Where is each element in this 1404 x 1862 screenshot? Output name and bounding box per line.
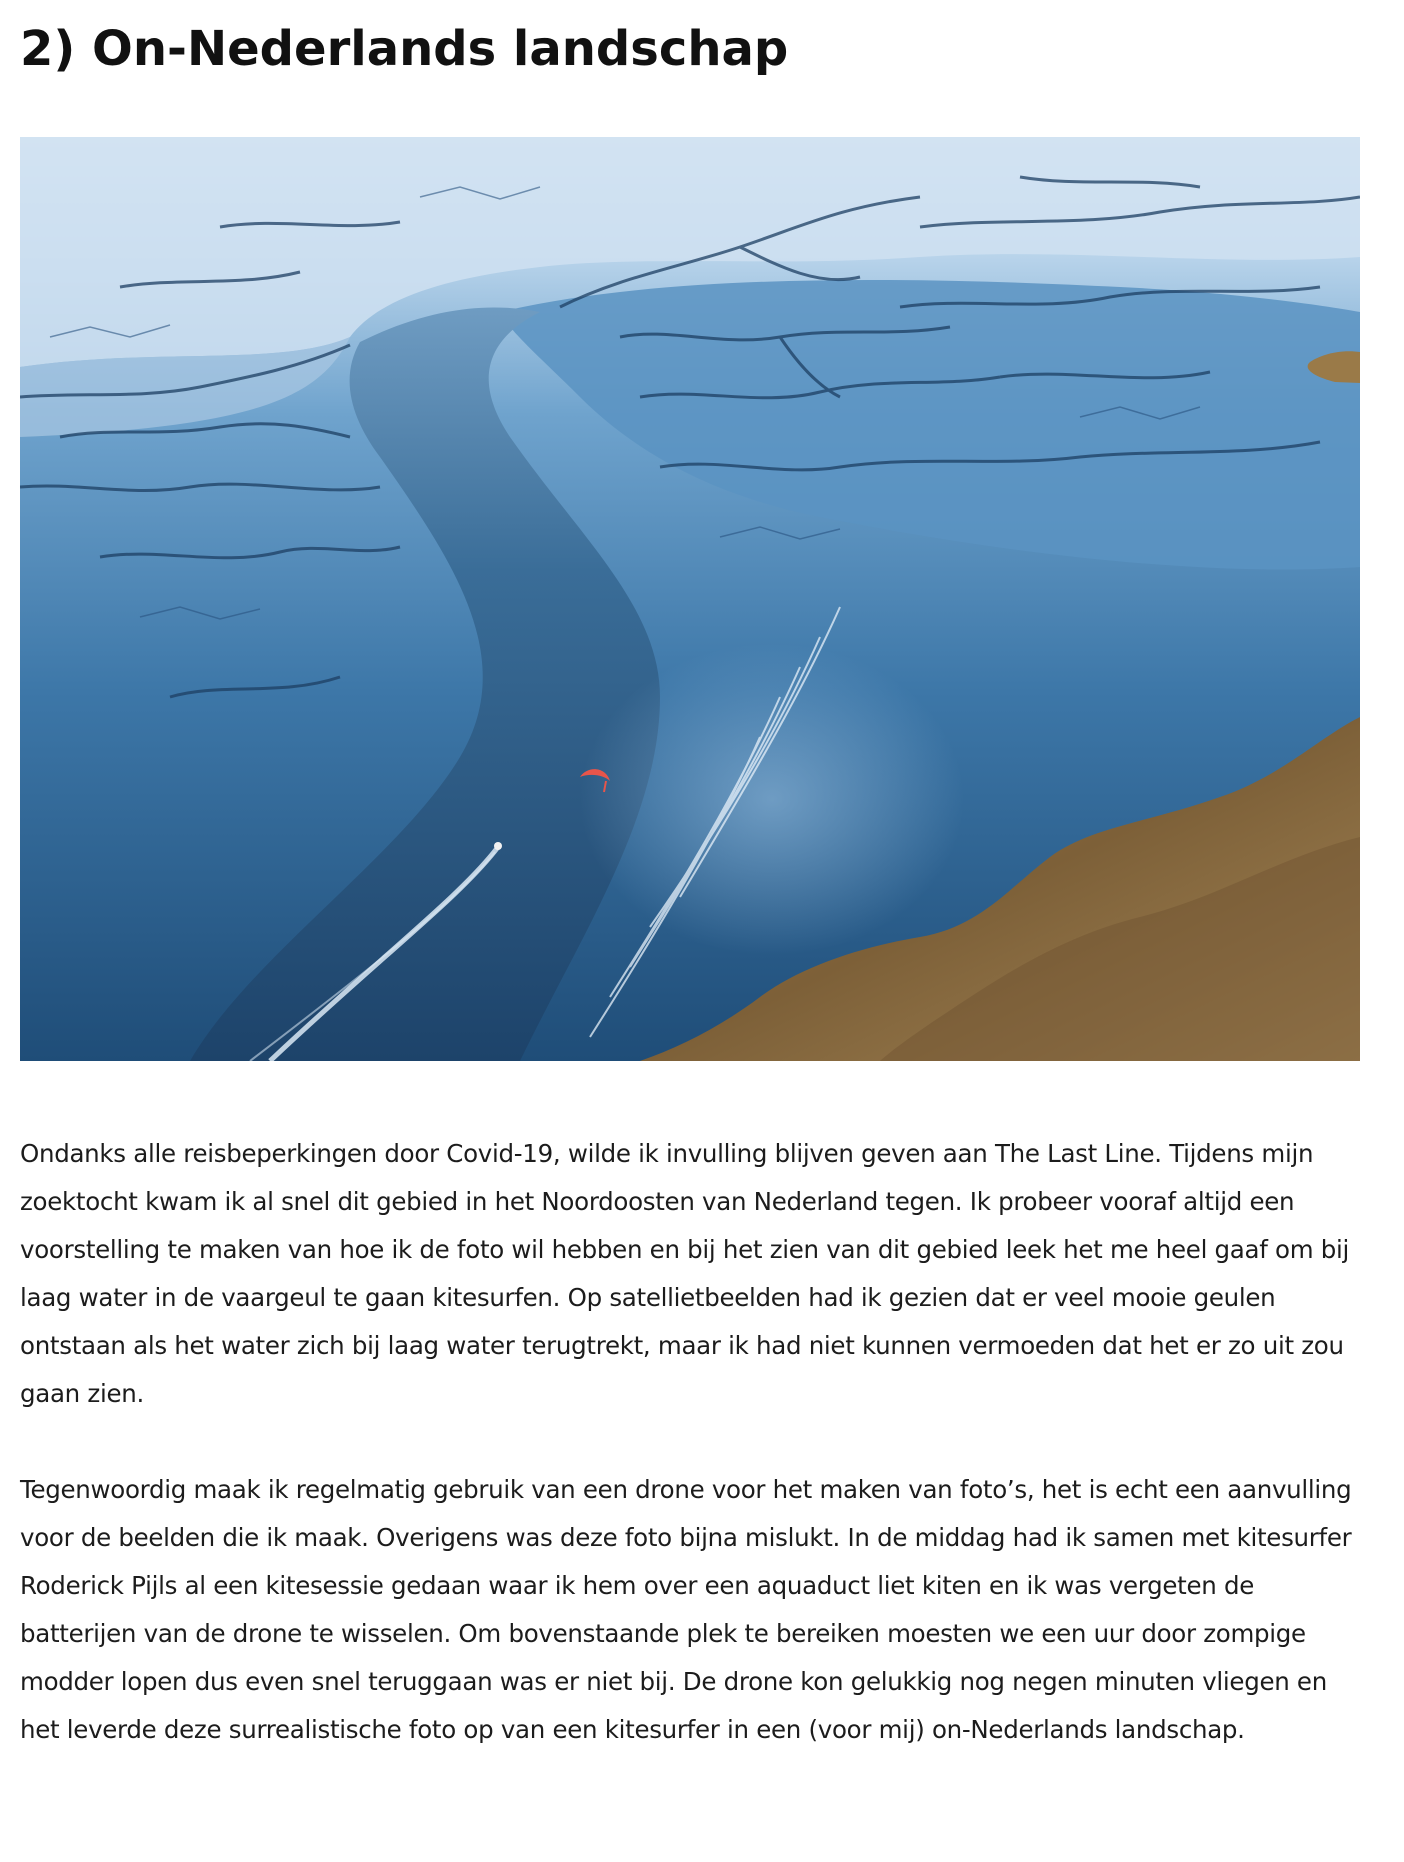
article-body [20,1130,1360,1802]
aerial-landscape-photo [20,137,1360,1061]
section-heading: 2) On-Nederlands landschap [20,21,789,77]
article-paragraph: Tegenwoordig maak ik regelmatig gebruik van een drone voor het maken van foto’s, het is echt een aanvulling voor de beelden die ik maak. Overigens was deze foto bijna mislukt. In de middag had ik samen met kitesurfer Roderick Pijls al een kitesessie gedaan waar ik hem over een aquaduct liet kiten en ik was vergeten de batterijen van de drone te wisselen. Om bovenstaande plek te bereiken moesten we een uur door zompige modder lopen dus even snel teruggaan was er niet bij. De drone kon gelukkig nog negen minuten vliegen en het leverde deze surrealistische foto op van een kitesurfer in een (voor mij) on-Nederlands landschap. [20,1475,1352,1744]
kitesurfer-mudflat-illustration [20,137,1360,1061]
article-paragraph: Ondanks alle reisbeperkingen door Covid-19, wilde ik invulling blijven geven aan The Last Line. Tijdens mijn zoektocht kwam ik al snel dit gebied in het Noordoosten van Nederland tegen. Ik probeer vooraf altijd een voorstelling te maken van hoe ik de foto wil hebben en bij het zien van dit gebied leek het me heel gaaf om bij laag water in de vaargeul te gaan kitesurfen. Op satellietbeelden had ik gezien dat er veel mooie geulen ontstaan als het water zich bij laag water terugtrekt, maar ik had niet kunnen vermoeden dat het er zo uit zou gaan zien. [20,1139,1350,1408]
